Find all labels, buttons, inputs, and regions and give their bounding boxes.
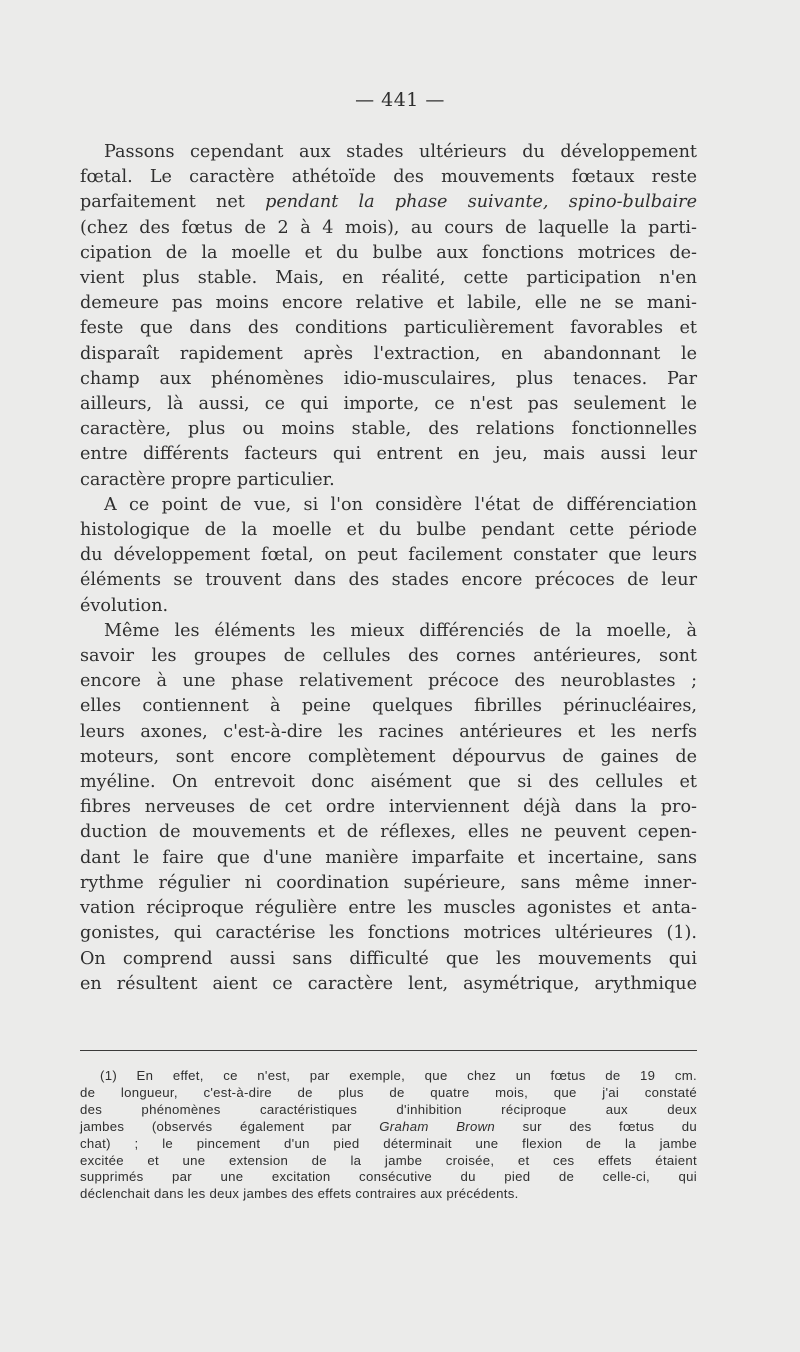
footnote-line	[80, 1119, 697, 1136]
text-line: histologique de la moelle et du bulbe pendant cette période	[80, 520, 697, 541]
text-line: feste que dans des conditions particulièrement favorables et	[80, 318, 697, 339]
paragraph-1	[80, 140, 697, 493]
text-line: du développement fœtal, on peut facilement constater que leurs	[80, 545, 697, 566]
text-line: disparaît rapidement après l'extraction, en abandonnant le	[80, 343, 697, 364]
text-line: elles contiennent à peine quelques fibrilles périnucléaires,	[80, 696, 697, 717]
footnote-line: supprimés par une excitation consécutive du pied de celle-ci, qui	[80, 1169, 697, 1185]
text-line: ailleurs, là aussi, ce qui importe, ce n'est pas seulement le	[80, 394, 697, 415]
text-line: cipation de la moelle et du bulbe aux fonctions motrices de-	[80, 242, 697, 263]
text-line: champ aux phénomènes idio-musculaires, plus tenaces. Par	[80, 368, 697, 389]
text-line: On comprend aussi sans difficulté que les mouvements qui	[80, 948, 697, 969]
text-line: vient plus stable. Mais, en réalité, cette participation n'en	[80, 268, 697, 289]
footnote-divider	[80, 1050, 697, 1051]
text-line: leurs axones, c'est-à-dire les racines antérieures et les nerfs	[80, 721, 697, 742]
text-line: évolution.	[80, 595, 169, 616]
text-line: en résultent aient ce caractère lent, asymétrique, arythmique	[80, 973, 697, 994]
text-line: entre différents facteurs qui entrent en jeu, mais aussi leur	[80, 444, 697, 465]
page-number: — 441 —	[355, 89, 445, 111]
text-line: A ce point de vue, si l'on considère l'état de différenciation	[104, 494, 697, 515]
italic-text-run: pendant la phase suivante, spino-bulbaire	[265, 192, 697, 213]
footnote-line: déclenchait dans les deux jambes des effets contraires aux précédents.	[80, 1186, 519, 1202]
main-text	[80, 140, 697, 997]
text-line: savoir les groupes de cellules des cornes antérieures, sont	[80, 646, 697, 667]
text-line	[80, 190, 697, 215]
text-line: éléments se trouvent dans des stades encore précoces de leur	[80, 570, 697, 591]
footnote-line: de longueur, c'est-à-dire de plus de quatre mois, que j'ai constaté	[80, 1084, 697, 1100]
text-line: gonistes, qui caractérise les fonctions motrices ultérieures (1).	[80, 923, 697, 944]
footnote-text-run: sur des fœtus du	[495, 1118, 698, 1134]
text-line: demeure pas moins encore relative et labile, elle ne se mani-	[80, 293, 697, 314]
footnote-text-run: jambes (observés également par	[80, 1118, 380, 1134]
paragraph-2	[80, 493, 697, 619]
text-line: fibres nerveuses de cet ordre interviennent déjà dans la pro-	[80, 797, 697, 818]
footnote-line: (1) En effet, ce n'est, par exemple, que chez un fœtus de 19 cm.	[100, 1068, 697, 1083]
footnote-line: excitée et une extension de la jambe croisée, et ces effets étaient	[80, 1152, 697, 1168]
text-line: dant le faire que d'une manière imparfaite et incertaine, sans	[80, 847, 697, 868]
paragraph-3	[80, 619, 697, 997]
text-line: Même les éléments les mieux différenciés de la moelle, à	[104, 620, 697, 641]
text-line: caractère propre particulier.	[80, 469, 335, 490]
footnote-line: chat) ; le pincement d'un pied déterminait une flexion de la jambe	[80, 1135, 697, 1151]
text-run: parfaitement net	[80, 192, 266, 213]
text-line: vation réciproque régulière entre les muscles agonistes et anta-	[80, 898, 697, 919]
text-line: encore à une phase relativement précoce des neuroblastes ;	[80, 671, 697, 692]
text-line: (chez des fœtus de 2 à 4 mois), au cours de laquelle la parti-	[80, 217, 697, 238]
footnote-author-name: Graham Brown	[379, 1118, 496, 1134]
text-line: rythme régulier ni coordination supérieure, sans même inner-	[80, 872, 697, 893]
text-line: fœtal. Le caractère athétoïde des mouvements fœtaux reste	[80, 167, 697, 188]
text-line: moteurs, sont encore complètement dépourvus de gaines de	[80, 746, 697, 767]
text-line: Passons cependant aux stades ultérieurs du développement	[104, 142, 697, 162]
footnote-line: des phénomènes caractéristiques d'inhibition réciproque aux deux	[80, 1101, 697, 1117]
text-line: caractère, plus ou moins stable, des relations fonctionnelles	[80, 419, 697, 440]
footnote	[80, 1068, 697, 1203]
text-line: duction de mouvements et de réflexes, elles ne peuvent cepen-	[80, 822, 697, 843]
text-line: myéline. On entrevoit donc aisément que si des cellules et	[80, 772, 697, 793]
